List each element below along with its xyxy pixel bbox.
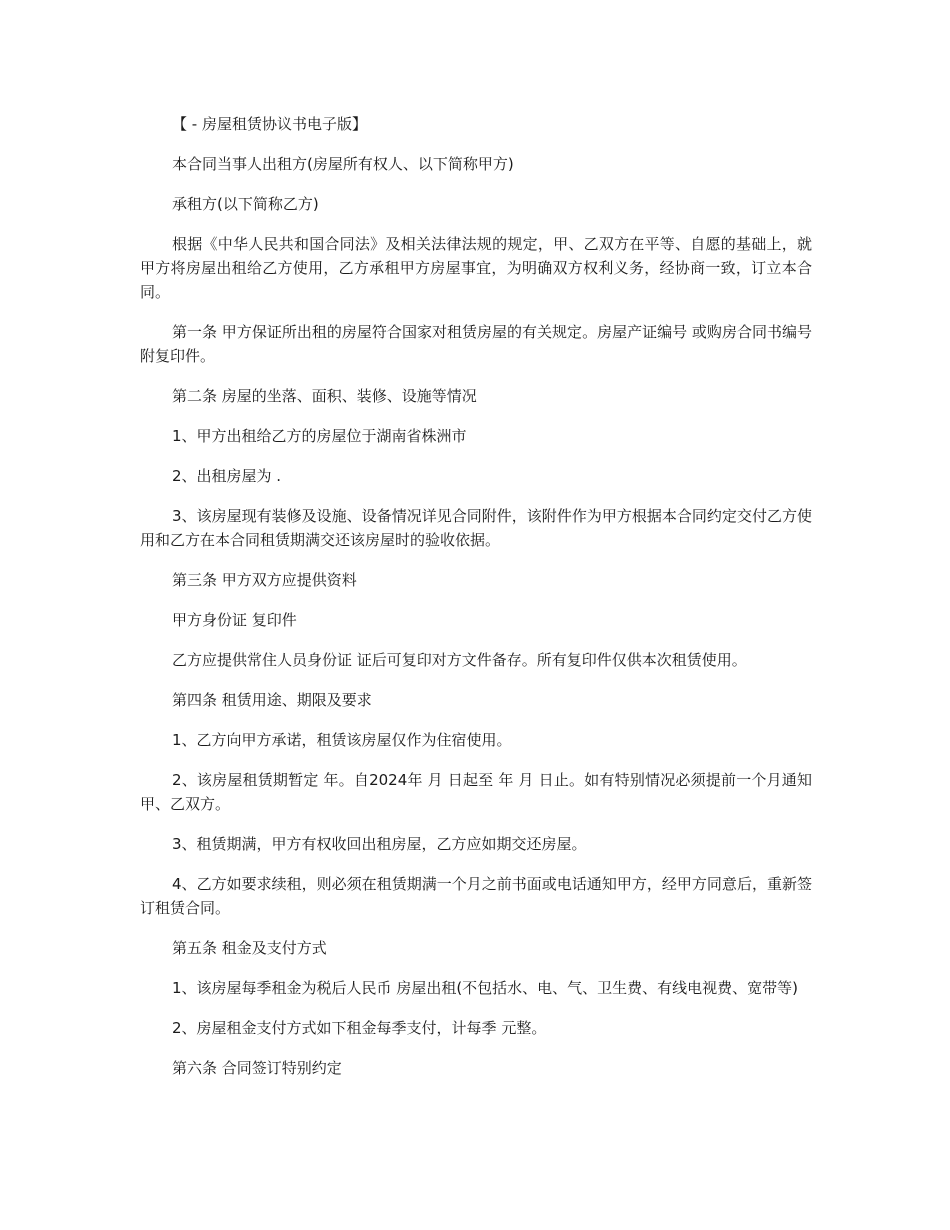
article-4-heading: 第四条 租赁用途、期限及要求 xyxy=(172,691,372,709)
article-3-heading: 第三条 甲方双方应提供资料 xyxy=(172,571,357,589)
document-title: 【 - 房屋租赁协议书电子版】 xyxy=(172,115,367,133)
article-5-item-2: 2、房屋租金支付方式如下租金每季支付，计每季 元整。 xyxy=(172,1019,547,1037)
preamble-paragraph: 根据《中华人民共和国合同法》及相关法律法规的规定，甲、乙双方在平等、自愿的基础上，就甲方将房屋出租给乙方使用，乙方承租甲方房屋事宜，为明确双方权利义务，经协商一致，订立本合同。 xyxy=(140,235,812,301)
article-2-item-1: 1、甲方出租给乙方的房屋位于湖南省株洲市 xyxy=(172,427,467,445)
article-5-heading: 第五条 租金及支付方式 xyxy=(172,939,327,957)
article-3-party-b: 乙方应提供常住人员身份证 证后可复印对方文件备存。所有复印件仅供本次租赁使用。 xyxy=(172,651,747,669)
article-6-heading: 第六条 合同签订特别约定 xyxy=(172,1059,342,1077)
document-page xyxy=(140,112,812,1096)
party-b-line: 承租方(以下简称乙方) xyxy=(172,195,319,213)
article-4-item-4: 4、乙方如要求续租，则必须在租赁期满一个月之前书面或电话通知甲方，经甲方同意后，重新签订租赁合同。 xyxy=(140,875,812,917)
party-a-line: 本合同当事人出租方(房屋所有权人、以下简称甲方) xyxy=(172,155,514,173)
article-4-item-2: 2、该房屋租赁期暂定 年。自2024年 月 日起至 年 月 日止。如有特别情况必须提前一个月通知甲、乙双方。 xyxy=(140,771,812,813)
article-2-item-2: 2、出租房屋为 . xyxy=(172,467,282,485)
article-1: 第一条 甲方保证所出租的房屋符合国家对租赁房屋的有关规定。房屋产证编号 或购房合同书编号 附复印件。 xyxy=(140,323,812,365)
article-5-item-1: 1、该房屋每季租金为税后人民币 房屋出租(不包括水、电、气、卫生费、有线电视费、宽带等) xyxy=(172,979,799,997)
article-4-item-3: 3、租赁期满，甲方有权收回出租房屋，乙方应如期交还房屋。 xyxy=(172,835,587,853)
article-3-party-a: 甲方身份证 复印件 xyxy=(172,611,297,629)
article-2-item-3: 3、该房屋现有装修及设施、设备情况详见合同附件，该附件作为甲方根据本合同约定交付乙方使用和乙方在本合同租赁期满交还该房屋时的验收依据。 xyxy=(140,507,812,549)
article-2-heading: 第二条 房屋的坐落、面积、装修、设施等情况 xyxy=(172,387,477,405)
article-4-item-1: 1、乙方向甲方承诺，租赁该房屋仅作为住宿使用。 xyxy=(172,731,512,749)
